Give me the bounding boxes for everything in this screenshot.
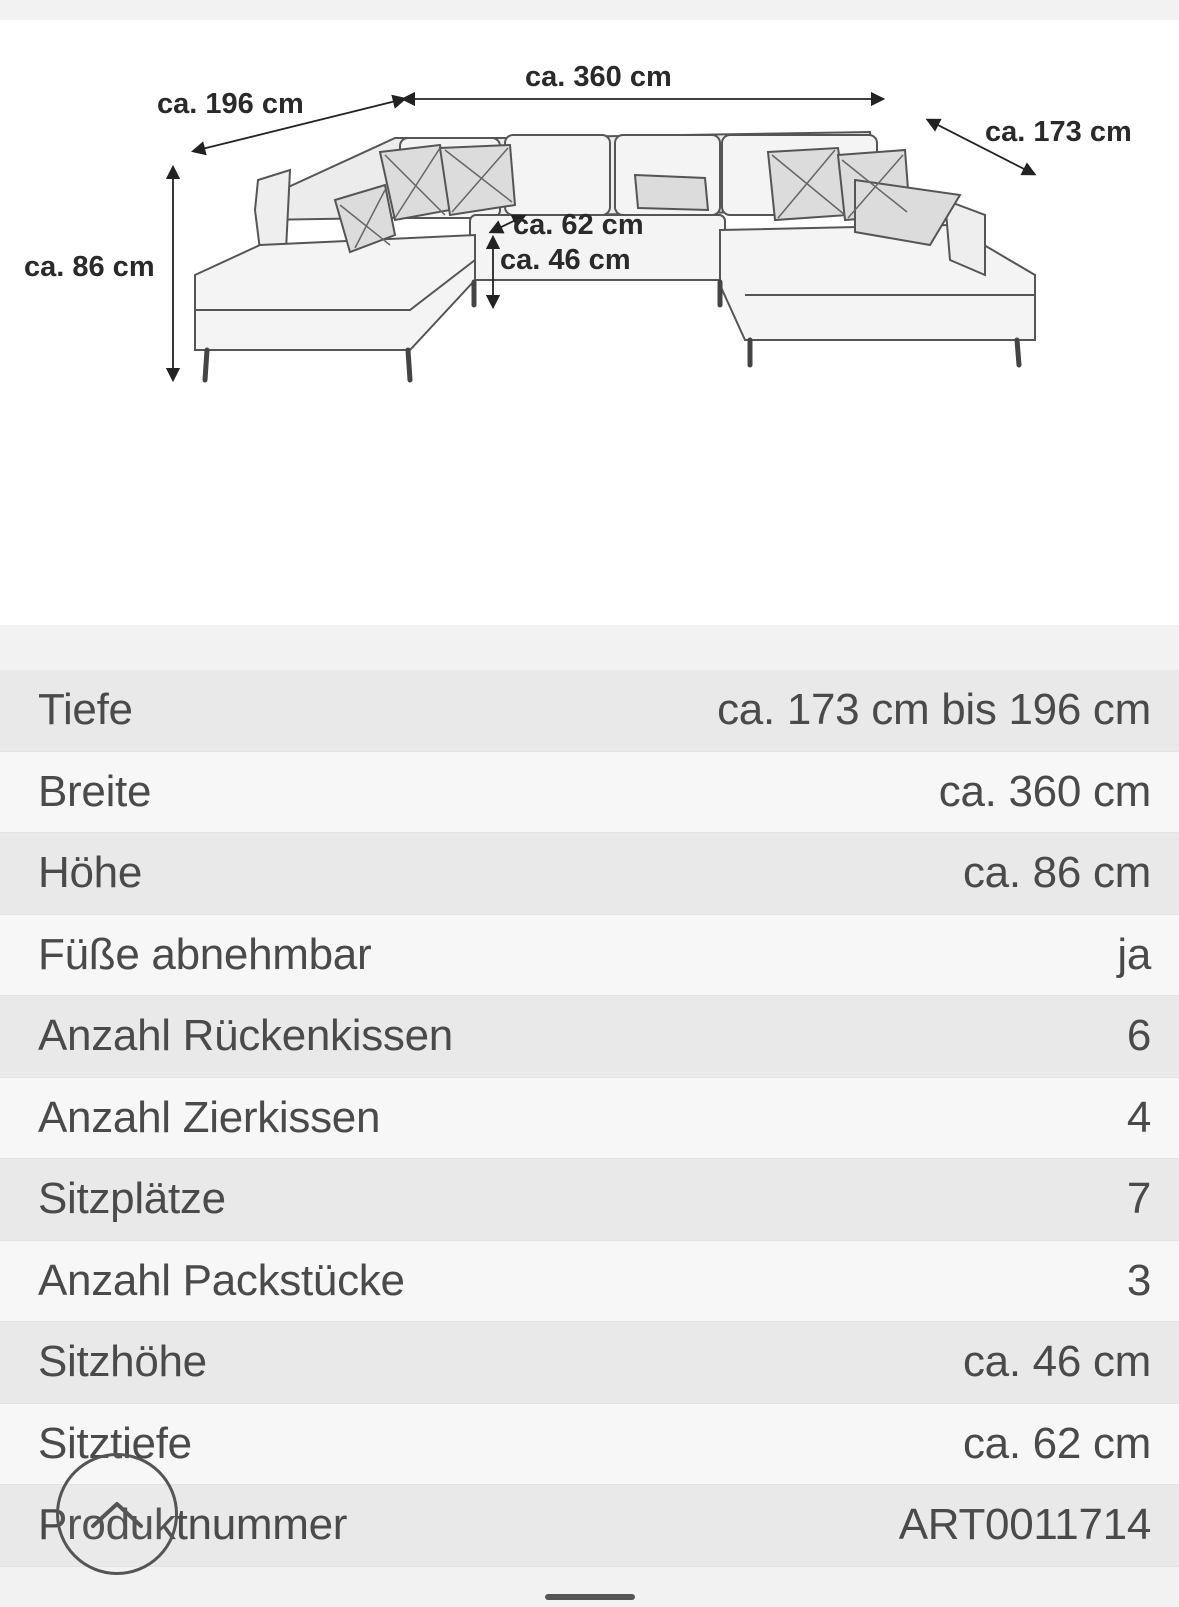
spec-value: 3 (1126, 1255, 1151, 1305)
spec-value: ca. 173 cm bis 196 cm (717, 685, 1151, 735)
spec-row (0, 1078, 1179, 1160)
spec-value: 7 (1126, 1174, 1151, 1224)
spec-value: ca. 46 cm (962, 1337, 1151, 1387)
dim-seat-depth-label: ca. 62 cm (513, 209, 644, 241)
spec-row (0, 670, 1179, 752)
spec-label: Sitzplätze (38, 1174, 226, 1224)
spec-row (0, 752, 1179, 834)
spec-label: Sitzhöhe (38, 1337, 207, 1387)
home-indicator[interactable] (545, 1594, 635, 1600)
spec-value: ART0011714 (898, 1500, 1151, 1550)
spec-value: 6 (1126, 1011, 1151, 1061)
spec-value: ca. 62 cm (962, 1418, 1151, 1468)
spec-value: ca. 86 cm (962, 848, 1151, 898)
spec-value: ja (1117, 929, 1151, 979)
product-specs-table (0, 670, 1179, 1567)
scroll-to-top-button[interactable] (56, 1453, 178, 1575)
spec-label: Tiefe (38, 685, 133, 735)
spec-label: Höhe (38, 848, 142, 898)
spec-label: Anzahl Zierkissen (38, 1092, 381, 1142)
spec-row (0, 996, 1179, 1078)
dim-depth-right-label: ca. 173 cm (985, 116, 1132, 148)
spec-label: Anzahl Rückenkissen (38, 1011, 453, 1061)
spec-label: Füße abnehmbar (38, 929, 372, 979)
dim-depth-left-label: ca. 196 cm (157, 88, 304, 120)
spec-row (0, 915, 1179, 997)
chevron-up-icon (59, 1456, 181, 1578)
sofa-dimension-diagram (0, 20, 1179, 440)
spec-row (0, 833, 1179, 915)
spec-label: Breite (38, 766, 152, 816)
spec-row (0, 1241, 1179, 1323)
dim-width-label: ca. 360 cm (525, 61, 672, 93)
spec-row (0, 1322, 1179, 1404)
dim-height-label: ca. 86 cm (24, 251, 155, 283)
spec-label: Anzahl Packstücke (38, 1255, 405, 1305)
product-dimension-image (0, 20, 1179, 625)
spec-value: ca. 360 cm (938, 766, 1151, 816)
spec-label: Produktnummer (38, 1500, 348, 1550)
spec-value: 4 (1126, 1092, 1151, 1142)
dim-seat-height-label: ca. 46 cm (500, 244, 631, 276)
spec-row (0, 1159, 1179, 1241)
spec-label: Sitztiefe (38, 1418, 192, 1468)
